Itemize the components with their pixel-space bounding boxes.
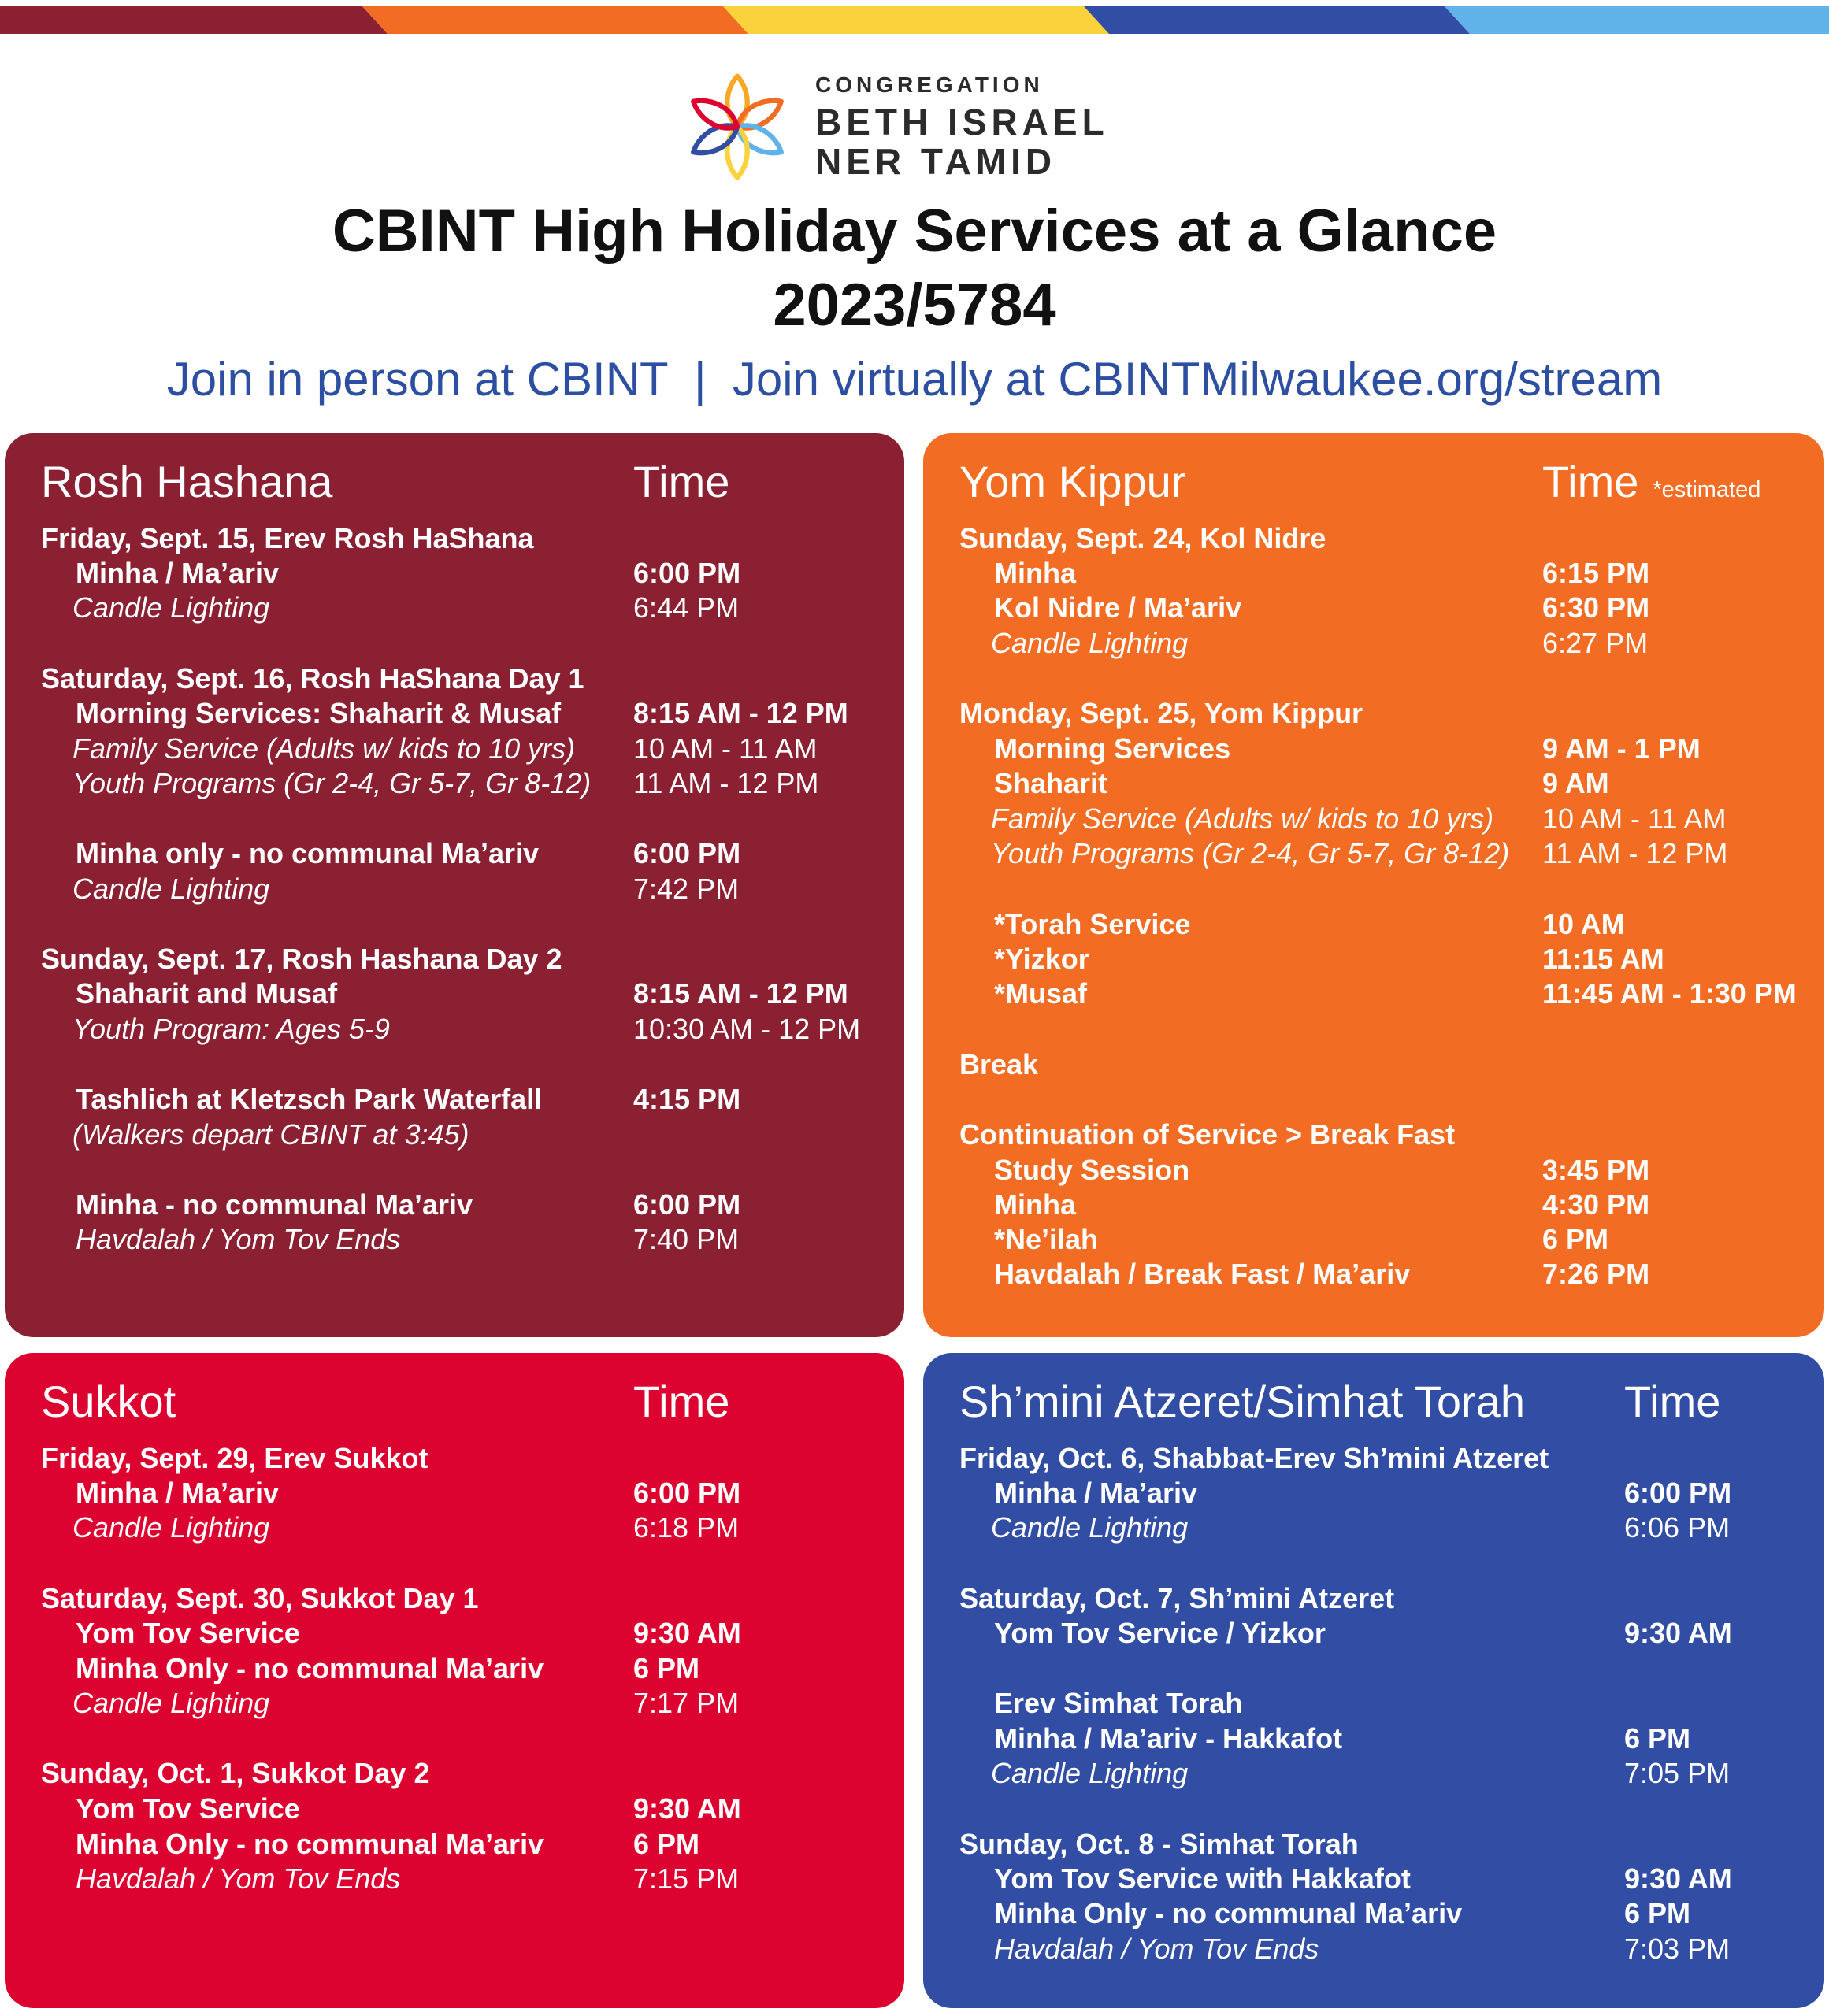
service-time: 6 PM xyxy=(1624,1722,1691,1755)
service-time: 10 AM - 11 AM xyxy=(633,732,818,765)
service-label: Minha Only - no communal Ma’ariv xyxy=(994,1897,1463,1929)
date-heading: Monday, Sept. 25, Yom Kippur xyxy=(959,697,1363,729)
service-time: 6:00 PM xyxy=(633,1477,741,1509)
service-label: Minha xyxy=(994,557,1076,589)
service-time: 7:26 PM xyxy=(1542,1258,1650,1290)
service-label: Candle Lighting xyxy=(72,591,270,624)
service-time: 6 PM xyxy=(633,1652,700,1684)
service-label: Morning Services: Shaharit & Musaf xyxy=(76,697,562,729)
service-time: 6:30 PM xyxy=(1542,591,1650,624)
service-label: Yom Tov Service with Hakkafot xyxy=(994,1862,1411,1895)
service-label: Minha xyxy=(994,1188,1076,1221)
page-title-year: 2023/5784 xyxy=(773,272,1056,339)
date-heading: Sunday, Oct. 1, Sukkot Day 2 xyxy=(41,1757,430,1789)
service-label: Havdalah / Yom Tov Ends xyxy=(76,1223,401,1255)
service-time: 9:30 AM xyxy=(633,1617,741,1649)
service-time: 10 AM - 11 AM xyxy=(1542,802,1727,835)
logo-line-3: NER TAMID xyxy=(815,141,1057,182)
service-label: Minha / Ma’ariv xyxy=(994,1477,1198,1509)
service-time: 6:00 PM xyxy=(633,557,741,589)
service-time: 3:45 PM xyxy=(1542,1154,1650,1186)
logo-line-2: BETH ISRAEL xyxy=(815,102,1109,143)
service-label: Havdalah / Yom Tov Ends xyxy=(76,1862,401,1895)
time-column-heading: Time xyxy=(633,457,730,506)
service-time: 6 PM xyxy=(1542,1223,1609,1255)
service-label: Havdalah / Break Fast / Ma’ariv xyxy=(994,1258,1411,1290)
color-stripe xyxy=(0,6,1829,34)
service-label: *Musaf xyxy=(994,977,1088,1010)
service-label: Study Session xyxy=(994,1154,1190,1186)
date-heading: Continuation of Service > Break Fast xyxy=(959,1118,1456,1151)
service-label: Candle Lighting xyxy=(72,873,270,905)
service-time: 10 AM xyxy=(1542,908,1625,940)
date-heading: Sunday, Sept. 17, Rosh Hashana Day 2 xyxy=(41,943,562,975)
service-label: Family Service (Adults w/ kids to 10 yrs) xyxy=(72,732,576,765)
service-time: 6:06 PM xyxy=(1624,1511,1731,1544)
service-label: Youth Programs (Gr 2-4, Gr 5-7, Gr 8-12) xyxy=(72,767,592,799)
service-label: Family Service (Adults w/ kids to 10 yrs) xyxy=(991,802,1494,835)
stripe-segment-blue xyxy=(1084,6,1470,34)
service-time: 6:00 PM xyxy=(633,1188,741,1221)
sukkot-panel xyxy=(5,1353,904,2008)
congregation-logo-text xyxy=(815,74,1109,180)
shmini-atzeret-panel xyxy=(923,1353,1824,2008)
date-heading: Sunday, Oct. 8 - Simhat Torah xyxy=(959,1828,1359,1860)
date-heading: Friday, Sept. 29, Erev Sukkot xyxy=(41,1442,428,1474)
logo-line-1: CONGREGATION xyxy=(815,72,1044,97)
service-time: 7:17 PM xyxy=(633,1687,740,1719)
stripe-segment-orange xyxy=(362,6,748,34)
service-label: Minha - no communal Ma’ariv xyxy=(76,1188,473,1221)
date-heading: Saturday, Sept. 30, Sukkot Day 1 xyxy=(41,1582,479,1614)
service-time: 4:30 PM xyxy=(1542,1188,1650,1221)
date-heading: Friday, Sept. 15, Erev Rosh HaShana xyxy=(41,522,534,554)
service-time: 9 AM xyxy=(1542,767,1609,799)
service-time: 11 AM - 12 PM xyxy=(1542,837,1728,869)
service-label: Yom Tov Service xyxy=(76,1792,300,1825)
yom-kippur-panel xyxy=(923,433,1824,1337)
stripe-segment-lightblue xyxy=(1445,6,1829,34)
service-label: Havdalah / Yom Tov Ends xyxy=(994,1933,1319,1965)
service-time: 7:03 PM xyxy=(1624,1933,1731,1965)
service-label: Candle Lighting xyxy=(991,1511,1189,1544)
service-time: 6:00 PM xyxy=(1624,1477,1732,1509)
page-title: CBINT High Holiday Services at a Glance xyxy=(332,198,1497,265)
panel-heading: Sh’mini Atzeret/Simhat Torah xyxy=(959,1377,1525,1426)
service-time: 10:30 AM - 12 PM xyxy=(633,1013,861,1045)
service-label: Candle Lighting xyxy=(991,627,1189,659)
estimated-note: *estimated xyxy=(1653,477,1761,502)
service-label: Candle Lighting xyxy=(72,1687,270,1719)
stripe-segment-yellow xyxy=(723,6,1109,34)
service-label: Youth Program: Ages 5-9 xyxy=(72,1013,390,1045)
service-time: 11:15 AM xyxy=(1542,943,1664,975)
service-time: 7:05 PM xyxy=(1624,1757,1731,1789)
service-time: 9:30 AM xyxy=(1624,1617,1732,1649)
service-label: Minha / Ma’ariv xyxy=(76,1477,280,1509)
time-column-heading xyxy=(1542,457,1761,506)
service-time: 7:42 PM xyxy=(633,873,740,905)
break-label: Break xyxy=(959,1048,1039,1080)
panel-heading: Yom Kippur xyxy=(959,457,1186,506)
service-time: 11 AM - 12 PM xyxy=(633,767,819,799)
time-column-heading: Time xyxy=(633,1377,730,1426)
service-note: (Walkers depart CBINT at 3:45) xyxy=(72,1118,469,1151)
service-time: 9 AM - 1 PM xyxy=(1542,732,1701,765)
service-label: Minha Only - no communal Ma’ariv xyxy=(76,1828,544,1860)
service-time: 6 PM xyxy=(1624,1897,1691,1929)
date-heading: Saturday, Sept. 16, Rosh HaShana Day 1 xyxy=(41,662,584,695)
service-time: 11:45 AM - 1:30 PM xyxy=(1542,977,1797,1010)
service-label: Kol Nidre / Ma’ariv xyxy=(994,591,1242,624)
join-subtitle: Join in person at CBINT | Join virtually at CBINTMilwaukee.org/stream xyxy=(166,353,1663,406)
service-label: Yom Tov Service / Yizkor xyxy=(994,1617,1326,1649)
service-time: 8:15 AM - 12 PM xyxy=(633,697,848,729)
service-heading: Erev Simhat Torah xyxy=(994,1687,1243,1719)
service-time: 8:15 AM - 12 PM xyxy=(633,977,848,1010)
service-time: 4:15 PM xyxy=(633,1083,741,1115)
service-label: Candle Lighting xyxy=(72,1511,270,1544)
service-time: 6:44 PM xyxy=(633,591,740,624)
service-label: Minha / Ma’ariv - Hakkafot xyxy=(994,1722,1343,1755)
star-flower-logo-icon xyxy=(682,52,792,202)
service-time: 9:30 AM xyxy=(1624,1862,1732,1895)
service-time: 7:15 PM xyxy=(633,1862,740,1895)
service-label: Minha only - no communal Ma’ariv xyxy=(76,837,540,869)
service-label: Morning Services xyxy=(994,732,1231,765)
panel-heading: Sukkot xyxy=(41,1377,176,1426)
time-label: Time xyxy=(1542,457,1639,506)
service-time: 6:00 PM xyxy=(633,837,741,869)
panel-heading: Rosh Hashana xyxy=(41,457,333,506)
service-label: *Torah Service xyxy=(994,908,1191,940)
service-time: 7:40 PM xyxy=(633,1223,740,1255)
date-heading: Saturday, Oct. 7, Sh’mini Atzeret xyxy=(959,1582,1395,1614)
service-label: Candle Lighting xyxy=(991,1757,1189,1789)
date-heading: Sunday, Sept. 24, Kol Nidre xyxy=(959,522,1326,554)
service-label: Yom Tov Service xyxy=(76,1617,300,1649)
service-label: *Ne’ilah xyxy=(994,1223,1099,1255)
service-label: Youth Programs (Gr 2-4, Gr 5-7, Gr 8-12) xyxy=(991,837,1510,869)
service-label: Minha Only - no communal Ma’ariv xyxy=(76,1652,544,1684)
time-column-heading: Time xyxy=(1624,1377,1721,1426)
service-time: 6 PM xyxy=(633,1828,700,1860)
service-time: 9:30 AM xyxy=(633,1792,741,1825)
service-time: 6:18 PM xyxy=(633,1511,740,1544)
service-label: Tashlich at Kletzsch Park Waterfall xyxy=(76,1083,543,1115)
service-label: Shaharit and Musaf xyxy=(76,977,338,1010)
service-label: Minha / Ma’ariv xyxy=(76,557,280,589)
date-heading: Friday, Oct. 6, Shabbat-Erev Sh’mini Atzeret xyxy=(959,1442,1549,1474)
service-label: *Yizkor xyxy=(994,943,1089,975)
service-time: 6:15 PM xyxy=(1542,557,1650,589)
service-label: Shaharit xyxy=(994,767,1108,799)
stripe-segment-maroon xyxy=(0,6,388,34)
service-time: 6:27 PM xyxy=(1542,627,1649,659)
rosh-hashana-panel xyxy=(5,433,904,1337)
